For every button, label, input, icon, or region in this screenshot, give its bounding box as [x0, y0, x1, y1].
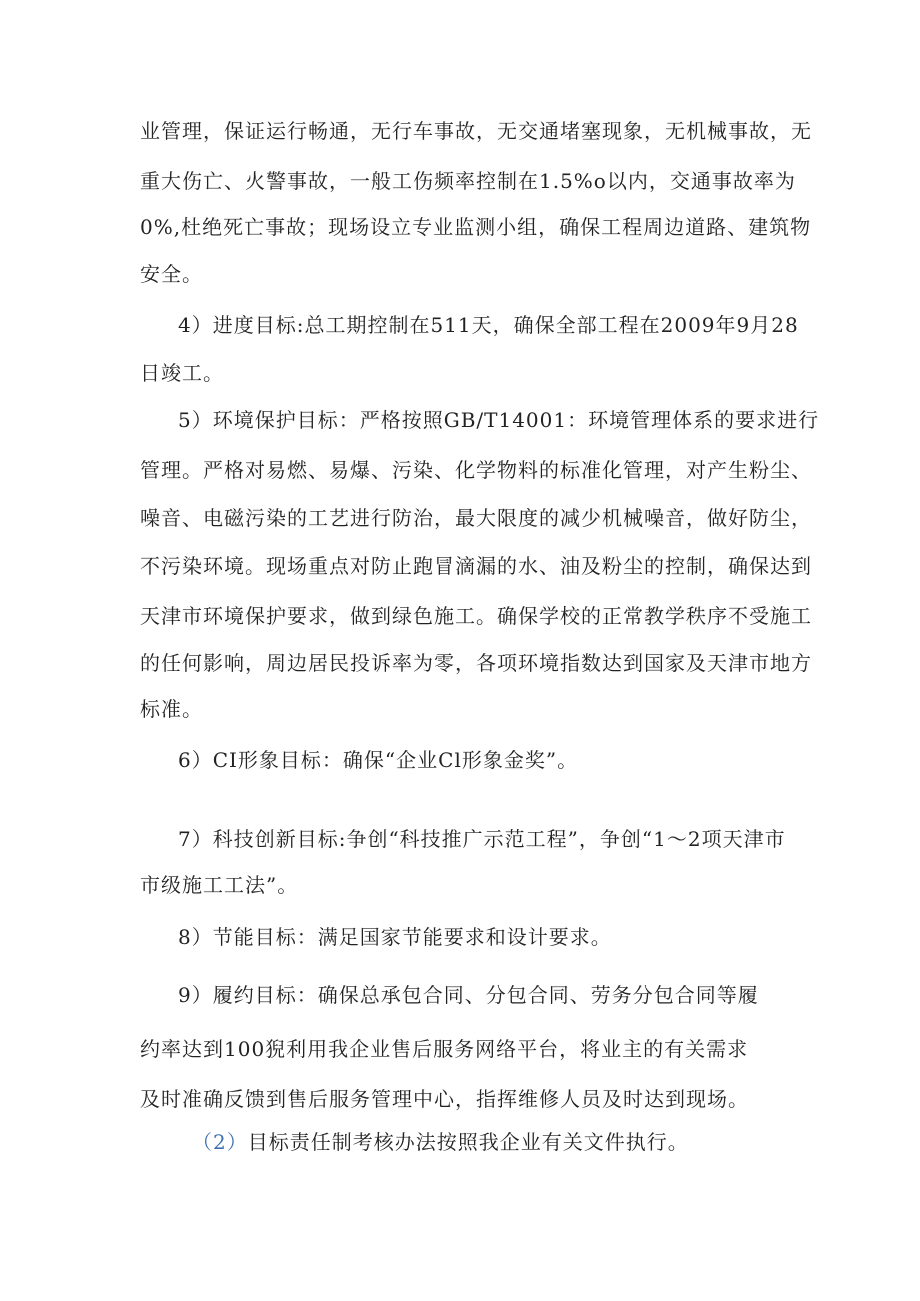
body-line: 市级施工工法”。 — [140, 873, 299, 897]
body-line: 不污染环境。现场重点对防止跑冒滴漏的水、油及粉尘的控制，确保达到 — [140, 554, 812, 578]
energy-goal-line: 8）节能目标：满足国家节能要求和设计要求。 — [178, 925, 612, 949]
body-line: 安全。 — [140, 262, 203, 286]
body-line: 噪音、电磁污染的工艺进行防治，最大限度的减少机械噪音，做好防尘， — [140, 506, 812, 530]
progress-goal-line: 4）进度目标:总工期控制在511天，确保全部工程在2009年9月28 — [178, 313, 799, 337]
body-line: 的任何影响，周边居民投诉率为零，各项环境指数达到国家及天津市地方 — [140, 651, 812, 675]
innovation-goal-line: 7）科技创新目标:争创“科技推广示范工程”，争创“1～2项天津市 — [178, 827, 786, 851]
ci-goal-line: 6）CI形象目标：确保“企业Cl形象金奖”。 — [178, 748, 579, 772]
body-line: 及时准确反馈到售后服务管理中心，指挥维修人员及时达到现场。 — [140, 1087, 749, 1111]
environment-goal-line: 5）环境保护目标：严格按照GB/T14001：环境管理体系的要求进行 — [178, 408, 820, 432]
section-number: （2） — [192, 1130, 248, 1154]
body-line: 业管理，保证运行畅通，无行车事故，无交通堵塞现象，无机械事故，无 — [140, 119, 812, 143]
assessment-text: 目标责任制考核办法按照我企业有关文件执行。 — [247, 1130, 689, 1154]
body-line: 标准。 — [140, 697, 203, 721]
body-line: 天津市环境保护要求，做到绿色施工。确保学校的正常教学秩序不受施工 — [140, 604, 812, 628]
assessment-line — [192, 1127, 689, 1157]
body-line: 0%,杜绝死亡事故；现场设立专业监测小组，确保工程周边道路、建筑物 — [140, 215, 812, 239]
contract-goal-line: 9）履约目标：确保总承包合同、分包合同、劳务分包合同等履 — [178, 983, 759, 1007]
body-line: 重大伤亡、火警事故，一般工伤频率控制在1.5%o以内，交通事故率为 — [140, 169, 796, 193]
body-line: 日竣工。 — [140, 361, 224, 385]
body-line: 管理。严格对易燃、易爆、污染、化学物料的标准化管理，对产生粉尘、 — [140, 458, 812, 482]
body-line: 约率达到100猊利用我企业售后服务网络平台，将业主的有关需求 — [140, 1037, 749, 1061]
